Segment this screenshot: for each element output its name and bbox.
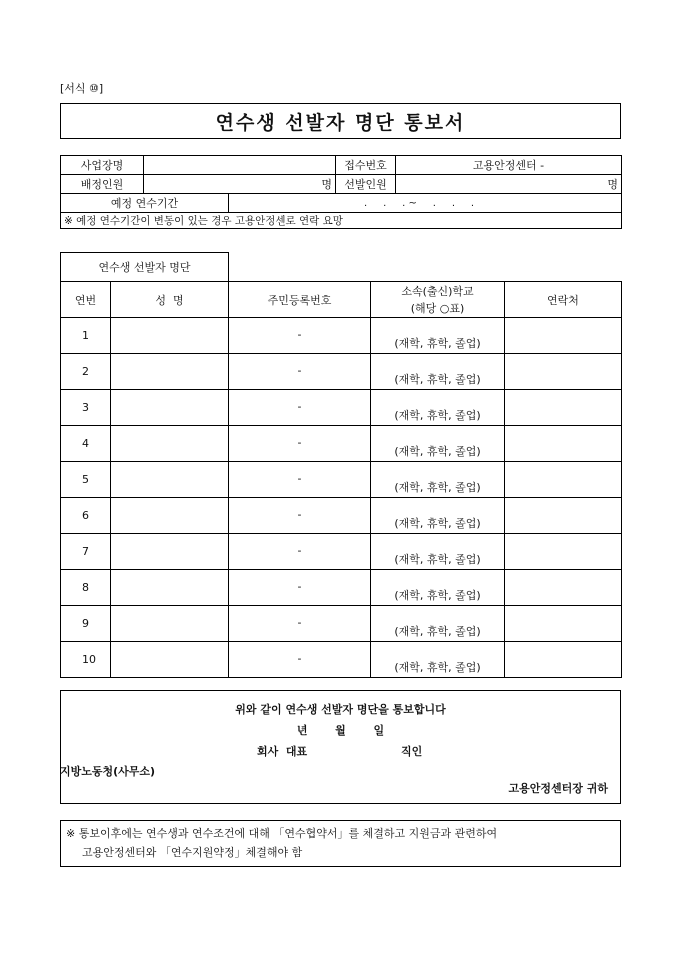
header-contact: 연락처 xyxy=(505,282,622,318)
row-name-field[interactable] xyxy=(111,642,229,678)
row-name-field[interactable] xyxy=(111,534,229,570)
notice-date[interactable]: 년 월 일 xyxy=(296,724,385,737)
selectee-list-caption xyxy=(60,252,229,281)
row-name-field[interactable] xyxy=(111,498,229,534)
notice-box xyxy=(60,690,621,804)
row-contact-field[interactable] xyxy=(505,426,622,462)
row-school-field[interactable]: (재학, 휴학, 졸업) xyxy=(371,570,505,606)
row-name-field[interactable] xyxy=(111,462,229,498)
row-rrn-field[interactable]: - xyxy=(229,390,371,426)
footnote-line1: ※ 통보이후에는 연수생과 연수조건에 대해 「연수협약서」를 체결하고 지원금과 관련하여 xyxy=(66,827,498,840)
company-name-field[interactable] xyxy=(144,156,336,175)
row-school-field[interactable]: (재학, 휴학, 졸업) xyxy=(371,534,505,570)
row-rrn-field[interactable]: - xyxy=(229,498,371,534)
company-seal: 직인 xyxy=(401,745,423,758)
info-table xyxy=(60,155,622,229)
table-row xyxy=(61,570,622,606)
row-rrn-field[interactable]: - xyxy=(229,318,371,354)
row-number: 9 xyxy=(61,606,111,642)
row-name-field[interactable] xyxy=(111,318,229,354)
row-contact-field[interactable] xyxy=(505,606,622,642)
header-rrn: 주민등록번호 xyxy=(229,282,371,318)
company-name-label: 사업장명 xyxy=(61,156,144,175)
row-school-field[interactable]: (재학, 휴학, 졸업) xyxy=(371,606,505,642)
table-row xyxy=(61,318,622,354)
row-number: 5 xyxy=(61,462,111,498)
receipt-number-field[interactable]: 고용안정센터 - xyxy=(396,156,622,175)
header-school-line2: (해당 ○표) xyxy=(410,301,465,315)
header-name: 성 명 xyxy=(111,282,229,318)
row-school-field[interactable]: (재학, 휴학, 졸업) xyxy=(371,426,505,462)
selected-count-field[interactable]: 명 xyxy=(396,175,622,194)
row-rrn-field[interactable]: - xyxy=(229,606,371,642)
row-number: 2 xyxy=(61,354,111,390)
row-rrn-field[interactable]: - xyxy=(229,570,371,606)
row-school-field[interactable]: (재학, 휴학, 졸업) xyxy=(371,354,505,390)
row-rrn-field[interactable]: - xyxy=(229,642,371,678)
header-school xyxy=(371,282,505,318)
header-school-line1: 소속(출신)학교 xyxy=(401,284,474,298)
footnote-box xyxy=(60,820,621,867)
row-rrn-field[interactable]: - xyxy=(229,534,371,570)
planned-period-label: 예정 연수기간 xyxy=(61,194,229,213)
table-row xyxy=(61,498,622,534)
header-no: 연번 xyxy=(61,282,111,318)
row-name-field[interactable] xyxy=(111,390,229,426)
row-rrn-field[interactable]: - xyxy=(229,462,371,498)
row-rrn-field[interactable]: - xyxy=(229,426,371,462)
table-row xyxy=(61,534,622,570)
row-contact-field[interactable] xyxy=(505,534,622,570)
table-row xyxy=(61,354,622,390)
row-contact-field[interactable] xyxy=(505,462,622,498)
selectee-table xyxy=(60,281,622,678)
row-contact-field[interactable] xyxy=(505,570,622,606)
table-row xyxy=(61,642,622,678)
row-number: 3 xyxy=(61,390,111,426)
table-row xyxy=(61,426,622,462)
row-contact-field[interactable] xyxy=(505,318,622,354)
row-contact-field[interactable] xyxy=(505,642,622,678)
title-box xyxy=(60,103,621,139)
planned-period-field[interactable]: . . . ~ . . . xyxy=(229,194,622,213)
row-school-field[interactable]: (재학, 휴학, 졸업) xyxy=(371,462,505,498)
table-row xyxy=(61,390,622,426)
row-number: 4 xyxy=(61,426,111,462)
assigned-count-label: 배정인원 xyxy=(61,175,144,194)
row-school-field[interactable]: (재학, 휴학, 졸업) xyxy=(371,390,505,426)
table-header-row xyxy=(61,282,622,318)
row-name-field[interactable] xyxy=(111,426,229,462)
row-contact-field[interactable] xyxy=(505,498,622,534)
receipt-number-label: 접수번호 xyxy=(336,156,396,175)
form-number-label: [서식 ⑩] xyxy=(60,82,104,95)
selected-count-label: 선발인원 xyxy=(336,175,396,194)
row-name-field[interactable] xyxy=(111,354,229,390)
row-name-field[interactable] xyxy=(111,570,229,606)
row-number: 1 xyxy=(61,318,111,354)
document-title: 연수생 선발자 명단 통보서 xyxy=(215,111,466,134)
addressee: 고용안정센터장 귀하 xyxy=(508,782,608,795)
row-rrn-field[interactable]: - xyxy=(229,354,371,390)
period-change-note: ※ 예정 연수기간이 변동이 있는 경우 고용안정센로 연락 요망 xyxy=(61,213,622,229)
row-contact-field[interactable] xyxy=(505,390,622,426)
company-representative[interactable]: 회사 대표 xyxy=(257,745,308,758)
row-school-field[interactable]: (재학, 휴학, 졸업) xyxy=(371,642,505,678)
row-school-field[interactable]: (재학, 휴학, 졸업) xyxy=(371,498,505,534)
selectee-list-caption-text: 연수생 선발자 명단 xyxy=(98,261,191,274)
assigned-count-field[interactable]: 명 xyxy=(144,175,336,194)
row-number: 10 xyxy=(61,642,111,678)
row-school-field[interactable]: (재학, 휴학, 졸업) xyxy=(371,318,505,354)
row-name-field[interactable] xyxy=(111,606,229,642)
table-row xyxy=(61,606,622,642)
row-number: 6 xyxy=(61,498,111,534)
footnote-line2: 고용안정센터와 「연수지원약정」체결해야 함 xyxy=(82,846,303,859)
regional-labor-office: 지방노동청(사무소) xyxy=(60,765,156,778)
notice-statement: 위와 같이 연수생 선발자 명단을 통보합니다 xyxy=(235,703,446,716)
row-number: 7 xyxy=(61,534,111,570)
row-contact-field[interactable] xyxy=(505,354,622,390)
row-number: 8 xyxy=(61,570,111,606)
table-row xyxy=(61,462,622,498)
